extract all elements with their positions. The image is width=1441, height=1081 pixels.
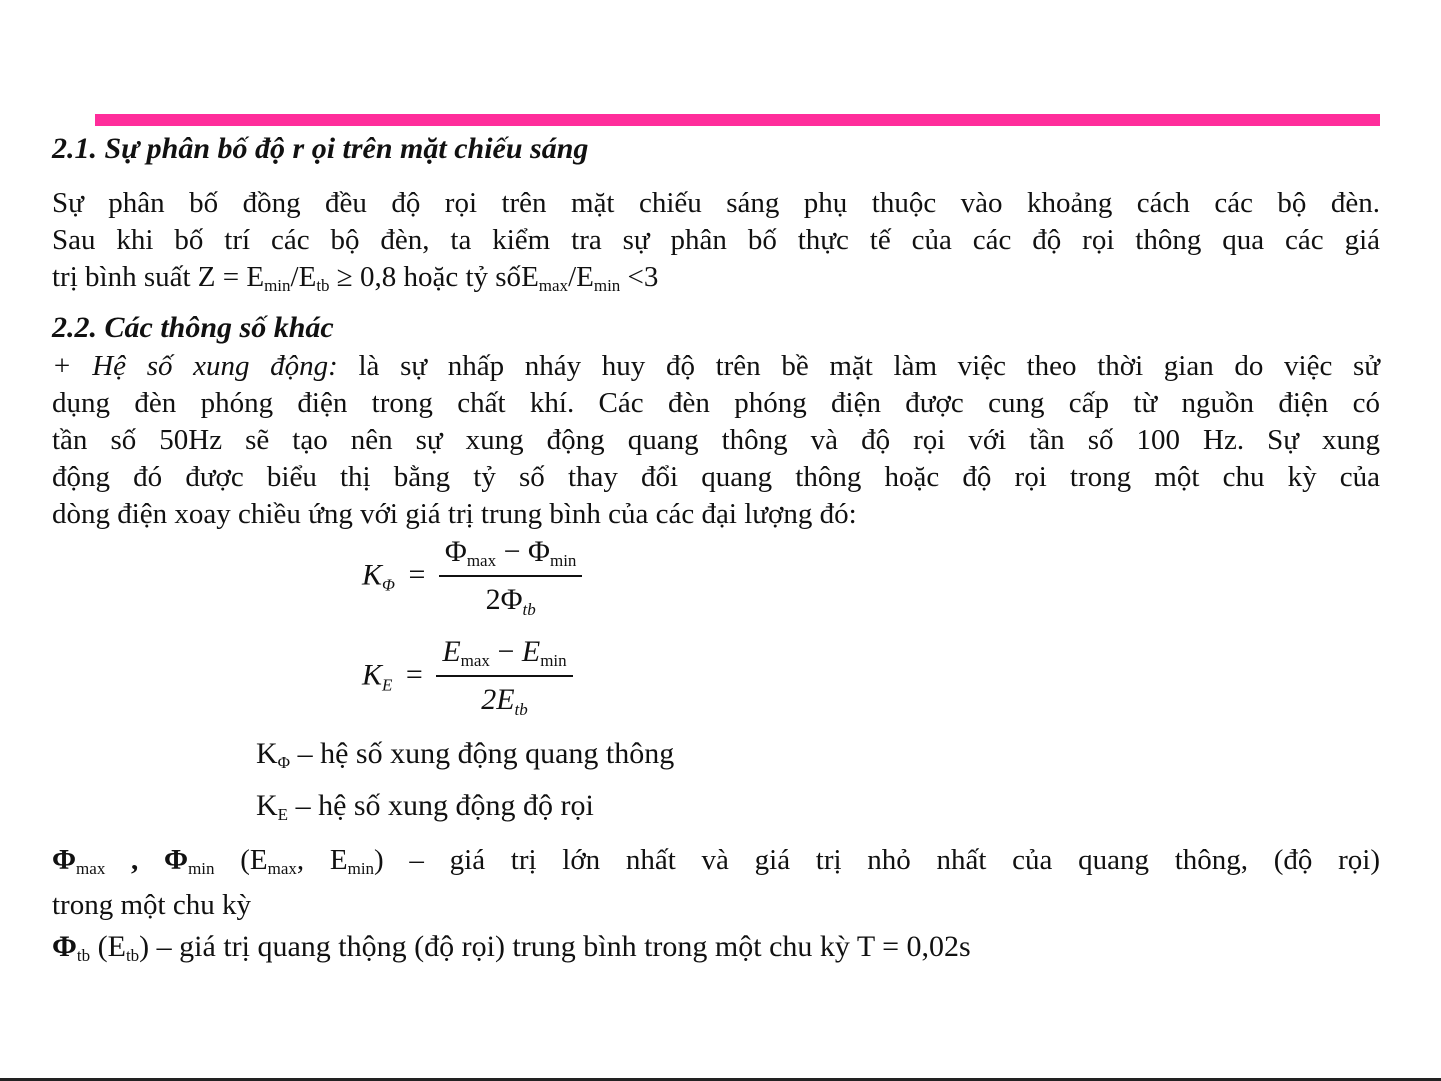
definition-k-e bbox=[256, 789, 594, 825]
text-run: ≥ 0,8 hoặc tỷ số bbox=[329, 261, 522, 293]
term-italic: + Hệ số xung động: bbox=[52, 350, 338, 382]
equals-sign: = bbox=[408, 558, 426, 592]
formula-symbol: K bbox=[362, 658, 383, 692]
note-max-min bbox=[52, 842, 1380, 924]
subscript: tb bbox=[522, 600, 536, 619]
formula-symbol: E bbox=[442, 635, 461, 668]
subscript: max bbox=[466, 551, 497, 570]
subscript: E bbox=[382, 675, 393, 695]
formula-symbol: K bbox=[256, 737, 278, 770]
formula-symbol: , Φ bbox=[105, 844, 189, 876]
text-run: (E bbox=[214, 844, 268, 876]
text-run: (E bbox=[90, 930, 126, 963]
fraction bbox=[439, 535, 583, 620]
formula-symbol: K bbox=[256, 789, 278, 822]
subscript: min bbox=[188, 859, 215, 878]
formula-symbol: 2E bbox=[481, 683, 515, 716]
text-run: ) – giá trị quang thộng (độ rọi) trung bình trong một chu kỳ T = 0,02s bbox=[139, 930, 971, 963]
paragraph-line-lead bbox=[52, 348, 1380, 385]
formula-symbol: Φ bbox=[52, 930, 77, 963]
paragraph-line: Sự phân bố đồng đều độ rọi trên mặt chiếu sáng phụ thuộc vào khoảng cách các bộ đèn. bbox=[52, 187, 1380, 219]
section-heading-2-1: 2.1. Sự phân bố độ r ọi trên mặt chiếu sáng bbox=[52, 132, 589, 165]
text-run: , E bbox=[296, 844, 348, 876]
text-run: /E bbox=[290, 261, 317, 293]
note-average bbox=[52, 930, 971, 966]
numerator bbox=[436, 635, 572, 677]
subscript: max bbox=[76, 859, 106, 878]
subscript: max bbox=[460, 651, 490, 670]
text-run: <3 bbox=[620, 261, 659, 293]
text-run: /E bbox=[568, 261, 594, 293]
denominator bbox=[436, 677, 572, 720]
minus-sign: − bbox=[497, 635, 515, 668]
minus-sign: − bbox=[503, 535, 521, 568]
subscript: min bbox=[593, 276, 621, 295]
subscript: tb bbox=[514, 700, 528, 719]
paragraph-pulsation bbox=[52, 348, 1380, 533]
pink-accent-bar bbox=[95, 114, 1380, 126]
formula-symbol: Φ bbox=[444, 535, 467, 568]
subscript: Φ bbox=[277, 753, 291, 772]
subscript: E bbox=[277, 805, 289, 824]
paragraph-distribution bbox=[52, 185, 1380, 304]
subscript: min bbox=[347, 859, 375, 878]
text-run: ) – giá trị lớn nhất và giá trị nhỏ nhất của quang thông, (độ rọi) bbox=[374, 844, 1380, 876]
paragraph-line: dụng đèn phóng điện trong chất khí. Các đèn phóng điện được cung cấp từ nguồn điện có bbox=[52, 387, 1380, 419]
numerator bbox=[439, 535, 583, 577]
text-run: E bbox=[521, 261, 539, 293]
formula-k-phi bbox=[362, 535, 582, 620]
paragraph-line-ratio bbox=[52, 259, 1380, 304]
subscript: min bbox=[540, 651, 567, 670]
subscript: max bbox=[267, 859, 297, 878]
paragraph-line: dòng điện xoay chiều ứng với giá trị trung bình của các đại lượng đó: bbox=[52, 498, 857, 530]
definition-text: – hệ số xung động quang thông bbox=[290, 737, 675, 770]
subscript: min bbox=[549, 551, 577, 570]
fraction bbox=[436, 635, 572, 720]
subscript: tb bbox=[125, 946, 140, 965]
formula-symbol: 2Φ bbox=[485, 583, 523, 616]
formula-symbol: E bbox=[521, 635, 541, 668]
formula-symbol: Φ bbox=[52, 844, 77, 876]
subscript: tb bbox=[76, 946, 91, 965]
subscript: max bbox=[538, 276, 569, 295]
note-line: trong một chu kỳ bbox=[52, 889, 251, 921]
paragraph-line: Sau khi bố trí các bộ đèn, ta kiểm tra sự phân bố thực tế của các độ rọi thông qua các giá bbox=[52, 224, 1380, 256]
note-line bbox=[52, 842, 1380, 887]
formula-k-e bbox=[362, 635, 573, 720]
paragraph-line: tần số 50Hz sẽ tạo nên sự xung động quang thông và độ rọi với tần số 100 Hz. Sự xung bbox=[52, 424, 1380, 456]
paragraph-line: động đó được biểu thị bằng tỷ số thay đổi quang thông hoặc độ rọi trong một chu kỳ của bbox=[52, 461, 1380, 493]
definition-k-phi bbox=[256, 737, 674, 773]
denominator bbox=[439, 577, 583, 620]
equals-sign: = bbox=[405, 658, 423, 692]
definition-text: – hệ số xung động độ rọi bbox=[288, 789, 594, 822]
subscript: min bbox=[264, 276, 291, 295]
subscript: tb bbox=[316, 276, 330, 295]
formula-symbol: Φ bbox=[528, 535, 550, 568]
text-run: trị bình suất Z = E bbox=[52, 261, 265, 293]
formula-symbol: K bbox=[362, 558, 383, 592]
text-run: là sự nhấp nháy huy độ trên bề mặt làm việc theo thời gian do việc sử bbox=[337, 350, 1380, 382]
subscript: Φ bbox=[382, 575, 395, 595]
section-heading-2-2: 2.2. Các thông số khác bbox=[52, 311, 334, 344]
